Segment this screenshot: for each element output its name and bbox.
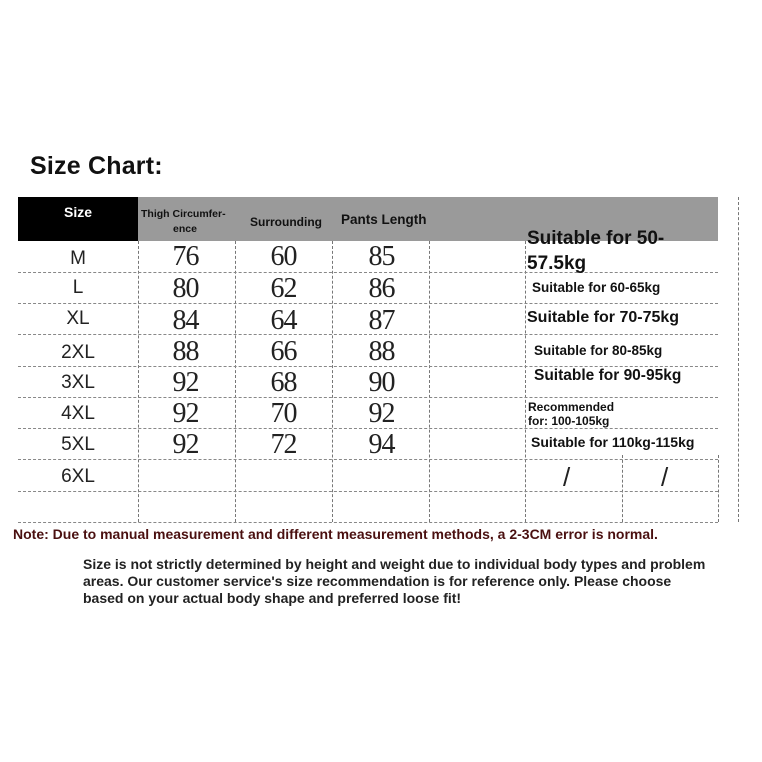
- measurement-note: Note: Due to manual measurement and different measurement methods, a 2-3CM error is normal.: [13, 526, 658, 542]
- grid-vline: [332, 241, 333, 522]
- recommendation-line1: Suitable for 50-: [527, 228, 665, 249]
- header-thigh-line2: ence: [173, 223, 197, 235]
- surrounding-value: 68: [270, 367, 297, 398]
- size-label-2xl: 2XL: [61, 342, 95, 363]
- grid-vline: [718, 455, 719, 522]
- thigh-value: 88: [172, 336, 199, 367]
- length-value: 88: [368, 336, 395, 367]
- thigh-value: 92: [172, 429, 199, 460]
- recommendation: Suitable for 90-95kg: [534, 367, 682, 384]
- length-value: 86: [368, 273, 395, 304]
- grid-vline: [622, 455, 623, 522]
- surrounding-value: 64: [270, 305, 297, 336]
- grid-vline: [429, 241, 430, 522]
- surrounding-value: 72: [270, 429, 297, 460]
- thigh-value: 80: [172, 273, 199, 304]
- thigh-value: 92: [172, 398, 199, 429]
- thigh-value: 76: [172, 241, 199, 272]
- surrounding-value: 66: [270, 336, 297, 367]
- length-value: 92: [368, 398, 395, 429]
- surrounding-value: 60: [270, 241, 297, 272]
- recommendation: Suitable for 70-75kg: [527, 309, 680, 326]
- header-thigh-line1: Thigh Circumfer-: [141, 208, 226, 220]
- length-value: 85: [368, 241, 395, 272]
- size-chart-table: [18, 197, 738, 522]
- recommendation-line2: 57.5kg: [527, 253, 587, 274]
- size-label-l: L: [72, 277, 84, 298]
- grid-vline: [738, 197, 739, 522]
- header-size: Size: [18, 197, 138, 241]
- thigh-value: 92: [172, 367, 199, 398]
- size-label-m: M: [70, 248, 86, 269]
- size-disclaimer: Size is not strictly determined by height and weight due to individual body types and problem areas. Our customer service's size recommendation is for reference only. Please choose based on your actual body shape and preferred loose fit!: [83, 556, 706, 606]
- length-value: 87: [368, 305, 395, 336]
- grid-vline: [525, 241, 526, 522]
- size-label-3xl: 3XL: [61, 372, 95, 393]
- size-label-6xl: 6XL: [61, 466, 95, 487]
- size-label-xl: XL: [66, 308, 90, 329]
- header-surrounding: Surrounding: [250, 215, 322, 229]
- recommendation-line1: Recommended: [528, 400, 615, 414]
- empty-slash: /: [563, 462, 571, 492]
- surrounding-value: 62: [270, 273, 297, 304]
- header-pants-length: Pants Length: [341, 212, 427, 227]
- recommendation: Suitable for 60-65kg: [532, 280, 661, 295]
- empty-slash: /: [661, 462, 669, 492]
- surrounding-value: 70: [270, 398, 297, 429]
- size-label-4xl: 4XL: [61, 403, 95, 424]
- grid-hline: [18, 522, 718, 523]
- size-label-5xl: 5XL: [61, 434, 95, 455]
- length-value: 94: [368, 429, 395, 460]
- grid-hline: [18, 491, 718, 492]
- thigh-value: 84: [172, 305, 199, 336]
- page-title: Size Chart:: [30, 152, 163, 180]
- length-value: 90: [368, 367, 395, 398]
- recommendation-line2: for: 100-105kg: [528, 414, 610, 428]
- recommendation: Suitable for 110kg-115kg: [531, 434, 695, 450]
- recommendation: Suitable for 80-85kg: [534, 343, 663, 358]
